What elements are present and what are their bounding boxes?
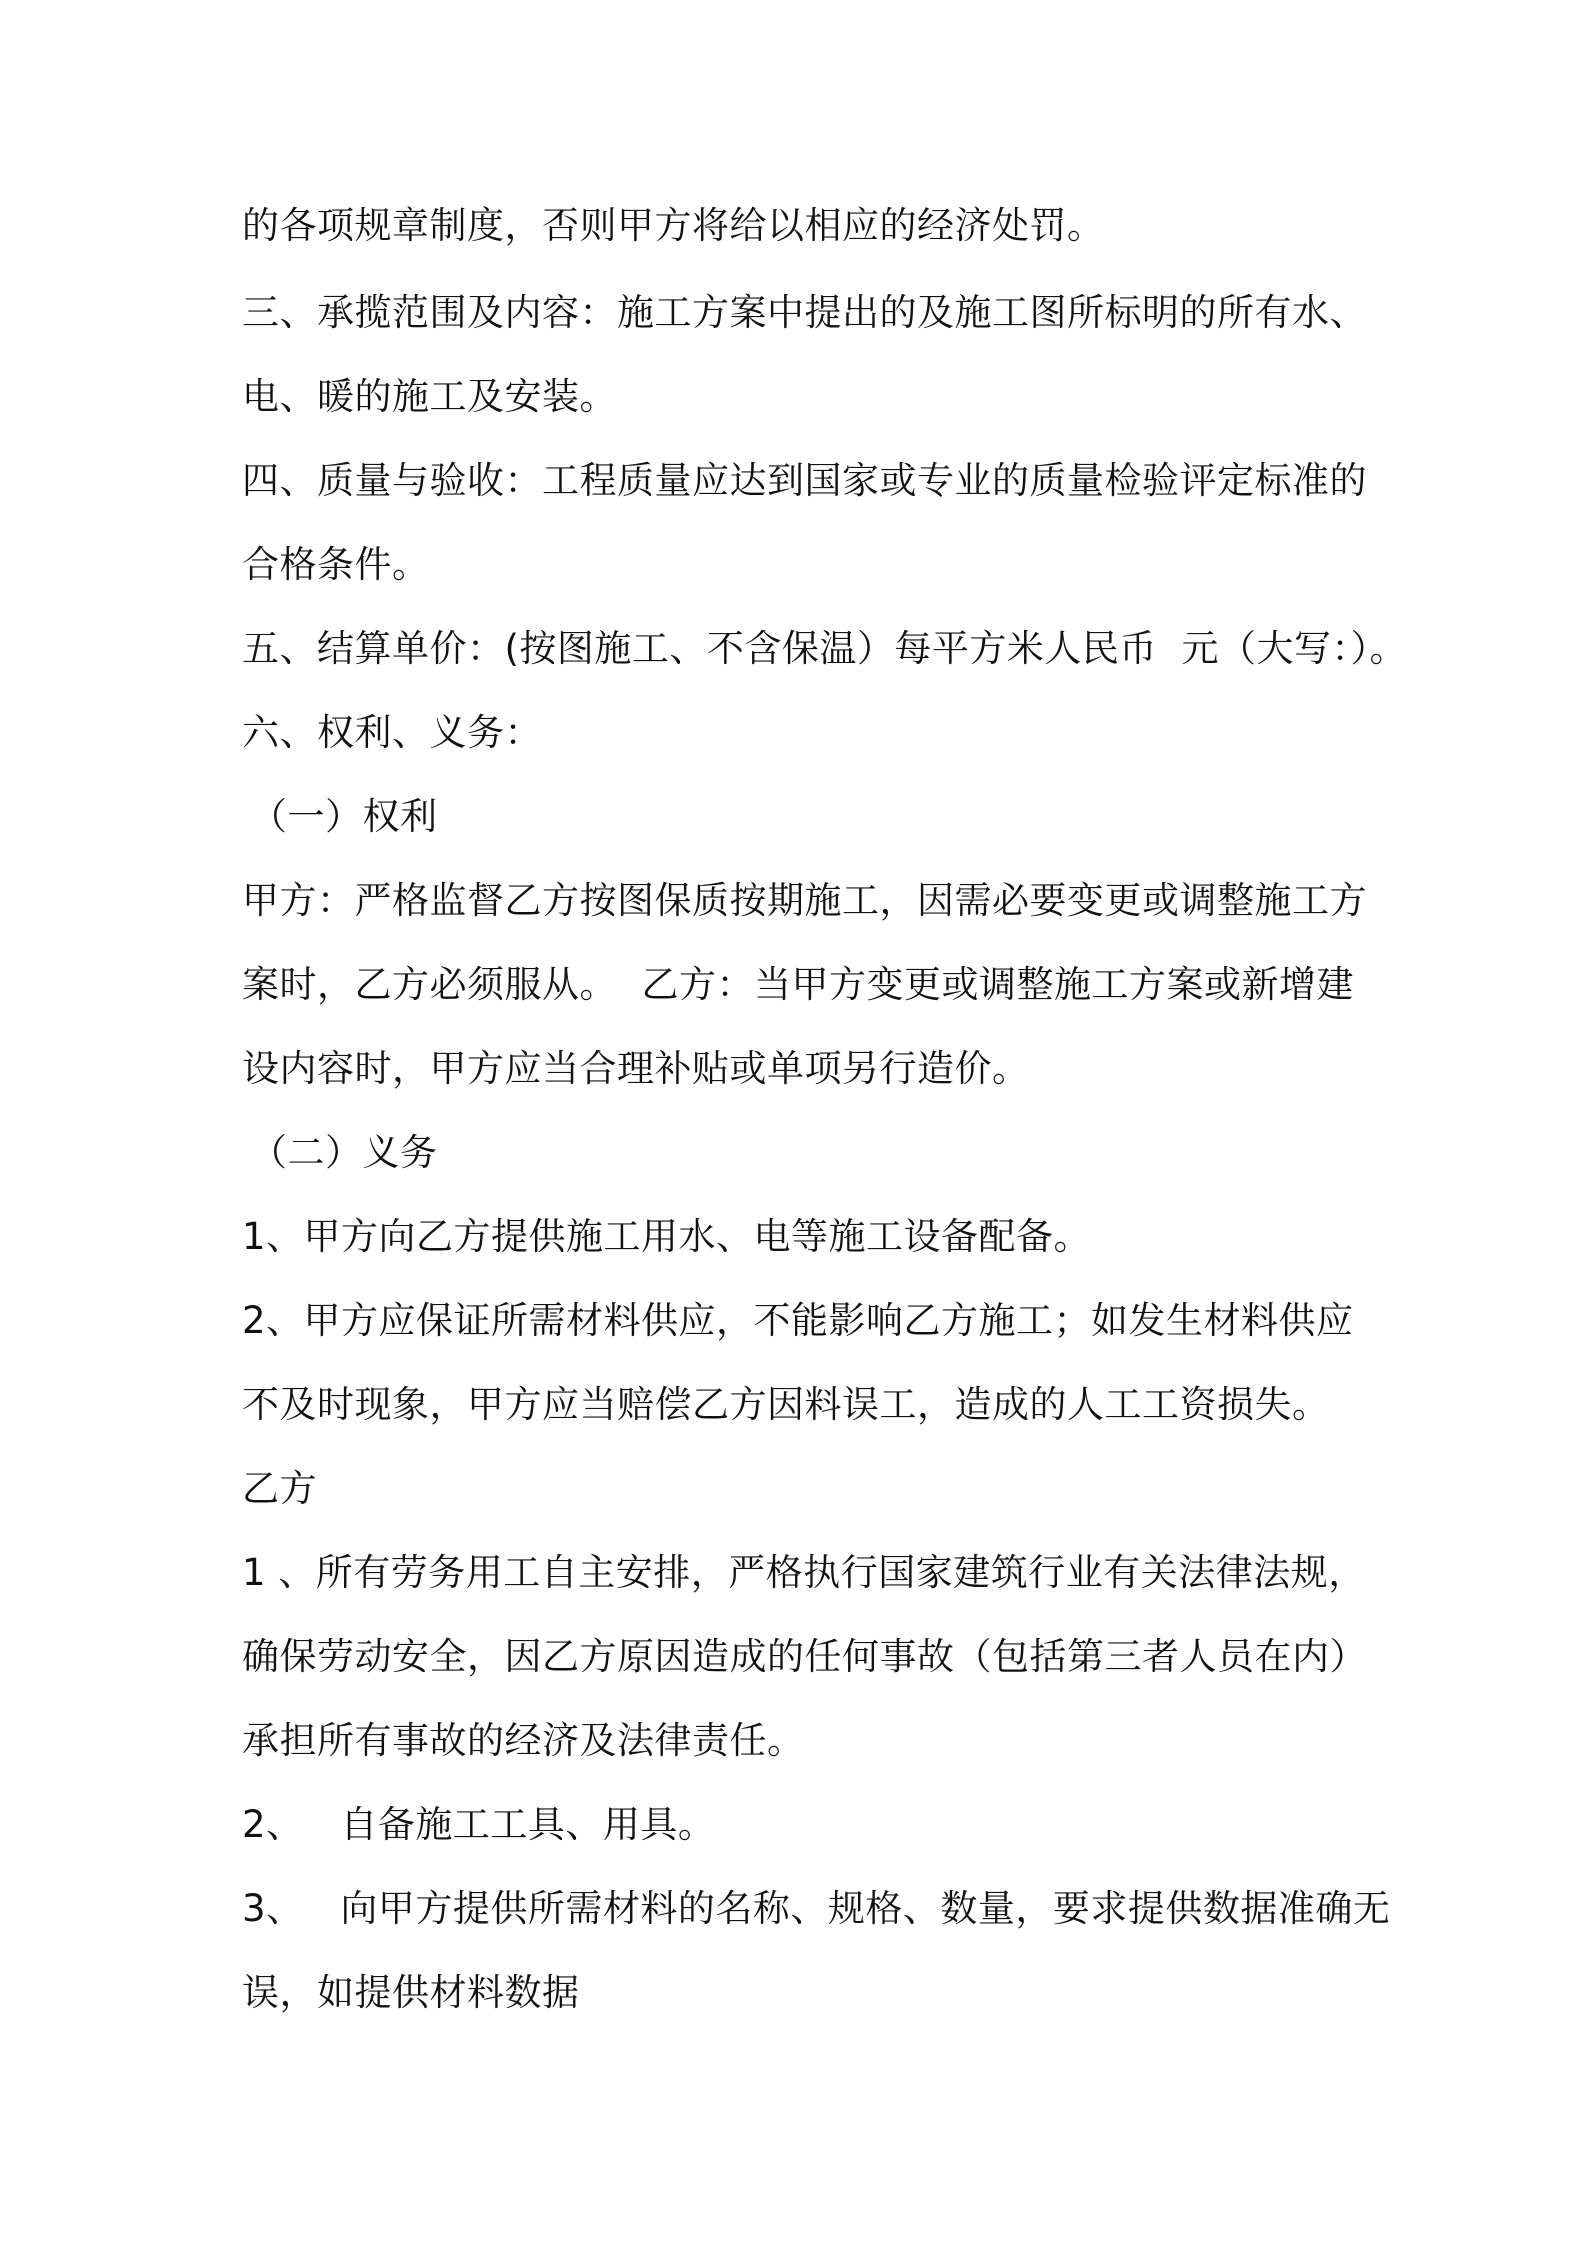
party-b-heading: 乙方 <box>242 1467 317 1510</box>
subsection-rights: （一）权利 <box>250 795 438 838</box>
text-line: 的各项规章制度，否则甲方将给以相应的经济处罚。 <box>242 204 1105 247</box>
text-line: 承担所有事故的经济及法律责任。 <box>242 1719 805 1762</box>
text-line: 确保劳动安全，因乙方原因造成的任何事故（包括第三者人员在内） <box>242 1635 1367 1678</box>
section-3-scope: 三、承揽范围及内容：施工方案中提出的及施工图所标明的所有水、 <box>242 291 1367 334</box>
section-4-quality: 四、质量与验收：工程质量应达到国家或专业的质量检验评定标准的 <box>242 459 1367 502</box>
subsection-obligations: （二）义务 <box>250 1131 438 1174</box>
list-item: 2、甲方应保证所需材料供应，不能影响乙方施工；如发生材料供应 <box>242 1299 1354 1342</box>
text-line: 电、暖的施工及安装。 <box>242 375 617 418</box>
list-item: 1 、所有劳务用工自主安排，严格执行国家建筑行业有关法律法规， <box>242 1551 1366 1594</box>
section-6-rights: 六、权利、义务： <box>242 711 542 754</box>
text-line: 不及时现象，甲方应当赔偿乙方因料误工，造成的人工工资损失。 <box>242 1383 1330 1426</box>
list-item: 2、 自备施工工具、用具。 <box>242 1803 716 1846</box>
text-line: 误，如提供材料数据 <box>242 1971 580 2014</box>
text-line: 甲方：严格监督乙方按图保质按期施工，因需必要变更或调整施工方 <box>242 879 1367 922</box>
text-line: 案时，乙方必须服从。 乙方：当甲方变更或调整施工方案或新增建 <box>242 963 1355 1006</box>
list-item: 3、 向甲方提供所需材料的名称、规格、数量，要求提供数据准确无 <box>242 1887 1391 1930</box>
text-line: 设内容时，甲方应当合理补贴或单项另行造价。 <box>242 1047 1030 1090</box>
section-5-price: 五、结算单价：(按图施工、不含保温）每平方米人民币 元（大写：）。 <box>242 627 1407 670</box>
text-line: 合格条件。 <box>242 543 430 586</box>
list-item: 1、甲方向乙方提供施工用水、电等施工设备配备。 <box>242 1215 1092 1258</box>
